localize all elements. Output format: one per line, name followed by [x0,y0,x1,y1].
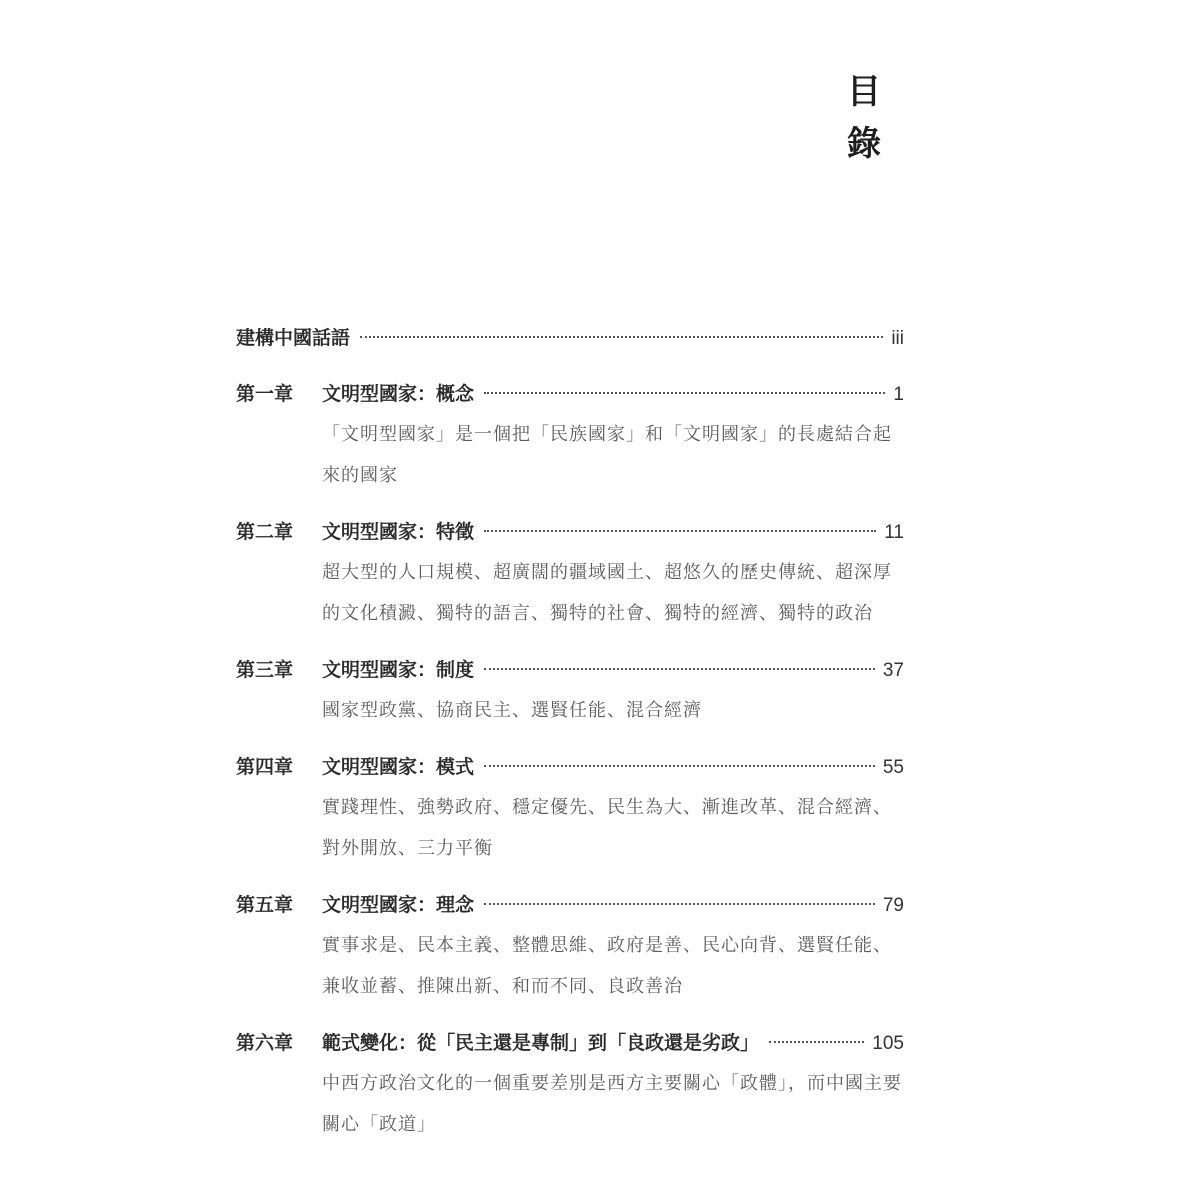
page-number: 79 [882,895,904,916]
page-number: iii [891,328,904,349]
chapter-summary: 實事求是、民本主義、整體思維、政府是善、民心向背、選賢任能、兼收並蓄、推陳出新、和而不同、良政善治 [322,935,892,997]
chapter-label: 第六章 [236,1032,294,1054]
toc-entry-chapter-3[interactable] [236,650,904,731]
chapter-summary: 超大型的人口規模、超廣闊的疆域國土、超悠久的歷史傳統、超深厚的文化積澱、獨特的語言、獨特的社會、獨特的經濟、獨特的政治 [322,562,892,624]
toc-entry-preface[interactable] [236,318,904,358]
dot-leader [484,765,875,767]
entry-title: 文明型國家：概念 [322,383,475,405]
entry-title: 文明型國家：理念 [322,894,475,916]
chapter-label: 第四章 [236,756,294,778]
toc-entry-chapter-4[interactable] [236,747,904,869]
entry-title: 範式變化：從「民主還是專制」到「良政還是劣政」 [322,1032,760,1054]
entry-title: 文明型國家：特徵 [322,521,475,543]
page-number: 11 [884,522,904,543]
page-title: 目 錄 [847,72,905,164]
toc-entry-chapter-6[interactable] [236,1023,904,1145]
table-of-contents [236,318,904,1145]
chapter-label: 第一章 [236,383,294,405]
toc-entry-chapter-5[interactable] [236,885,904,1007]
page-number: 37 [882,660,904,681]
dot-leader [484,903,875,905]
chapter-label: 第五章 [236,894,294,916]
page-number: 55 [882,757,904,778]
chapter-summary: 中西方政治文化的一個重要差別是西方主要關心「政體」，而中國主要關心「政道」 [322,1073,902,1135]
page-number: 105 [872,1033,904,1054]
chapter-label: 第三章 [236,659,294,681]
chapter-summary: 「文明型國家」是一個把「民族國家」和「文明國家」的長處結合起來的國家 [322,424,892,486]
page-number: 1 [893,384,904,405]
dot-leader [484,530,876,532]
dot-leader [484,392,885,394]
toc-entry-chapter-1[interactable] [236,374,904,496]
dot-leader [769,1041,864,1043]
toc-entry-chapter-2[interactable] [236,512,904,634]
entry-title: 文明型國家：制度 [322,659,475,681]
entry-title: 建構中國話語 [236,327,351,349]
dot-leader [360,336,883,338]
entry-title: 文明型國家：模式 [322,756,475,778]
chapter-summary: 實踐理性、強勢政府、穩定優先、民生為大、漸進改革、混合經濟、對外開放、三力平衡 [322,797,892,859]
chapter-summary: 國家型政黨、協商民主、選賢任能、混合經濟 [322,700,702,721]
dot-leader [484,668,875,670]
chapter-label: 第二章 [236,521,294,543]
